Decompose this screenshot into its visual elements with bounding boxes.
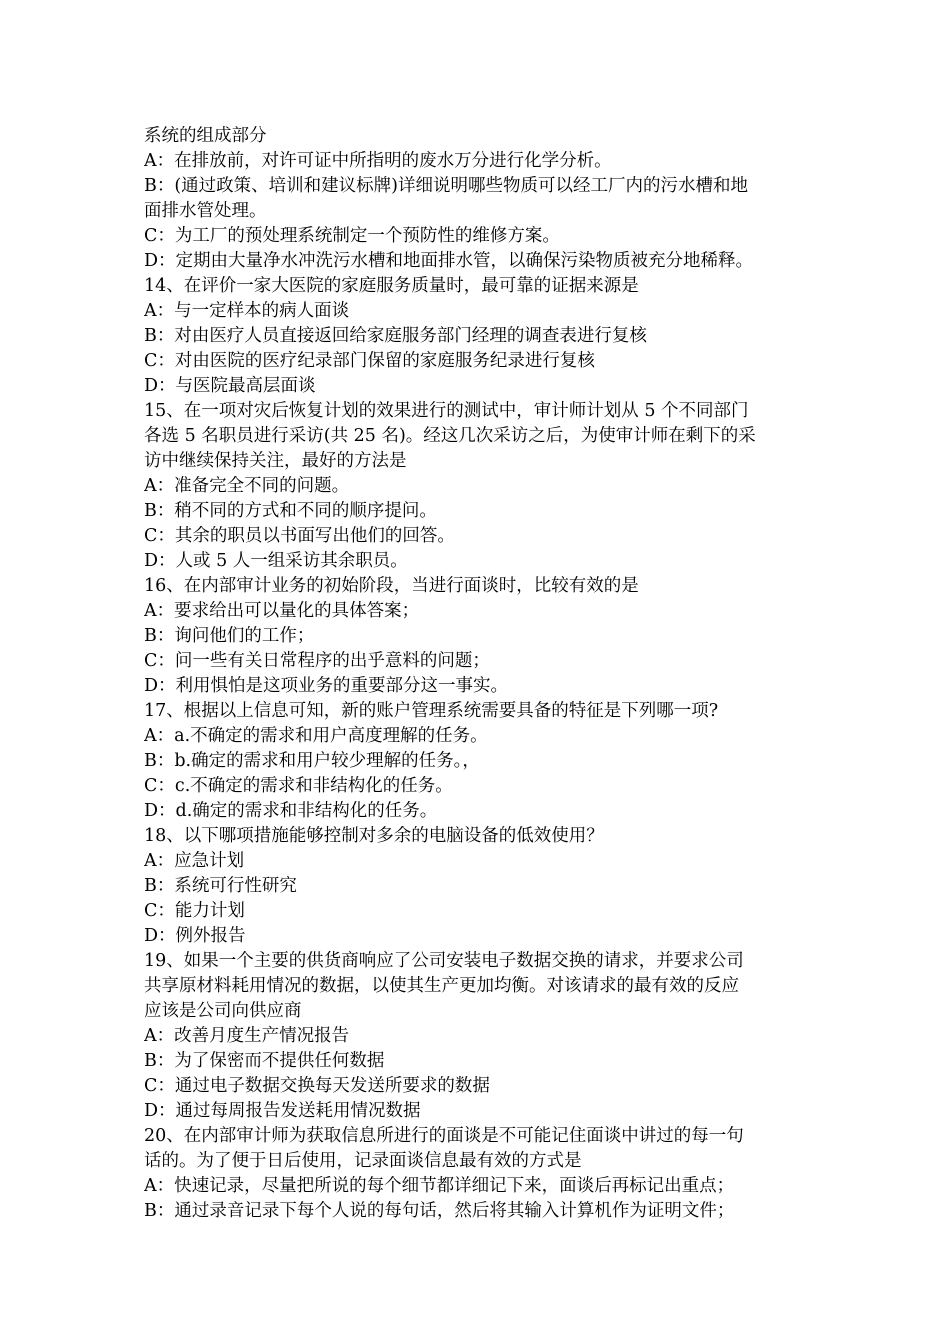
- text-line: A：快速记录，尽量把所说的每个细节都详细记下来，面谈后再标记出重点；: [144, 1176, 735, 1196]
- text-line: B：(通过政策、培训和建议标牌)详细说明哪些物质可以经工厂内的污水槽和地: [144, 176, 749, 196]
- text-line: 各选 5 名职员进行采访(共 25 名)。经这几次采访之后，为使审计师在剩下的采: [144, 426, 756, 446]
- text-line: 16、在内部审计业务的初始阶段，当进行面谈时，比较有效的是: [144, 576, 639, 596]
- text-line: 15、在一项对灾后恢复计划的效果进行的测试中，审计师计划从 5 个不同部门: [144, 401, 749, 421]
- text-line: 访中继续保持关注，最好的方法是: [144, 451, 407, 471]
- text-line: A：a.不确定的需求和用户高度理解的任务。: [144, 726, 488, 746]
- text-line: B：系统可行性研究: [144, 876, 297, 896]
- text-line: D：d.确定的需求和非结构化的任务。: [144, 801, 438, 821]
- text-line: C：其余的职员以书面写出他们的回答。: [144, 526, 455, 546]
- text-line: 14、在评价一家大医院的家庭服务质量时，最可靠的证据来源是: [144, 276, 639, 296]
- text-line: B：对由医疗人员直接返回给家庭服务部门经理的调查表进行复核: [144, 326, 647, 346]
- text-line: D：定期由大量净水冲洗污水槽和地面排水管，以确保污染物质被充分地稀释。: [144, 251, 754, 271]
- text-line: 应该是公司向供应商: [144, 1001, 302, 1021]
- text-line: A：应急计划: [144, 851, 245, 871]
- text-line: D：通过每周报告发送耗用情况数据: [144, 1101, 421, 1121]
- text-line: 19、如果一个主要的供货商响应了公司安装电子数据交换的请求，并要求公司: [144, 951, 744, 971]
- text-line: A：要求给出可以量化的具体答案；: [144, 601, 420, 621]
- text-line: C：对由医院的医疗纪录部门保留的家庭服务纪录进行复核: [144, 351, 595, 371]
- document-body: [144, 124, 810, 1224]
- text-line: C：通过电子数据交换每天发送所要求的数据: [144, 1076, 490, 1096]
- text-line: B：稍不同的方式和不同的顺序提问。: [144, 501, 437, 521]
- text-line: 17、根据以上信息可知，新的账户管理系统需要具备的特征是下列哪一项?: [144, 701, 719, 721]
- text-line: A：改善月度生产情况报告: [144, 1026, 350, 1046]
- text-line: D：人或 5 人一组采访其余职员。: [144, 551, 408, 571]
- text-line: 系统的组成部分: [144, 126, 267, 146]
- text-line: A：在排放前，对许可证中所指明的废水万分进行化学分析。: [144, 151, 612, 171]
- text-line: A：准备完全不同的问题。: [144, 476, 350, 496]
- text-line: B：通过录音记录下每个人说的每句话，然后将其输入计算机作为证明文件；: [144, 1201, 735, 1221]
- text-line: B：询问他们的工作；: [144, 626, 315, 646]
- text-line: 话的。为了便于日后使用，记录面谈信息最有效的方式是: [144, 1151, 582, 1171]
- text-line: 18、以下哪项措施能够控制对多余的电脑设备的低效使用？: [144, 826, 604, 846]
- text-line: B：为了保密而不提供任何数据: [144, 1051, 385, 1071]
- text-line: 面排水管处理。: [144, 201, 267, 221]
- text-line: 20、在内部审计师为获取信息所进行的面谈是不可能记住面谈中讲过的每一句: [144, 1126, 744, 1146]
- text-line: B：b.确定的需求和用户较少理解的任务。，: [144, 751, 480, 771]
- text-line: D：与医院最高层面谈: [144, 376, 316, 396]
- text-line: D：利用惧怕是这项业务的重要部分这一事实。: [144, 676, 509, 696]
- text-line: 共享原材料耗用情况的数据，以使其生产更加均衡。对该请求的最有效的反应: [144, 976, 739, 996]
- text-line: C：能力计划: [144, 901, 245, 921]
- text-line: C：c.不确定的需求和非结构化的任务。: [144, 776, 453, 796]
- text-line: C：问一些有关日常程序的出乎意料的问题；: [144, 651, 490, 671]
- text-line: A：与一定样本的病人面谈: [144, 301, 350, 321]
- text-line: D：例外报告: [144, 926, 246, 946]
- text-line: C：为工厂的预处理系统制定一个预防性的维修方案。: [144, 226, 560, 246]
